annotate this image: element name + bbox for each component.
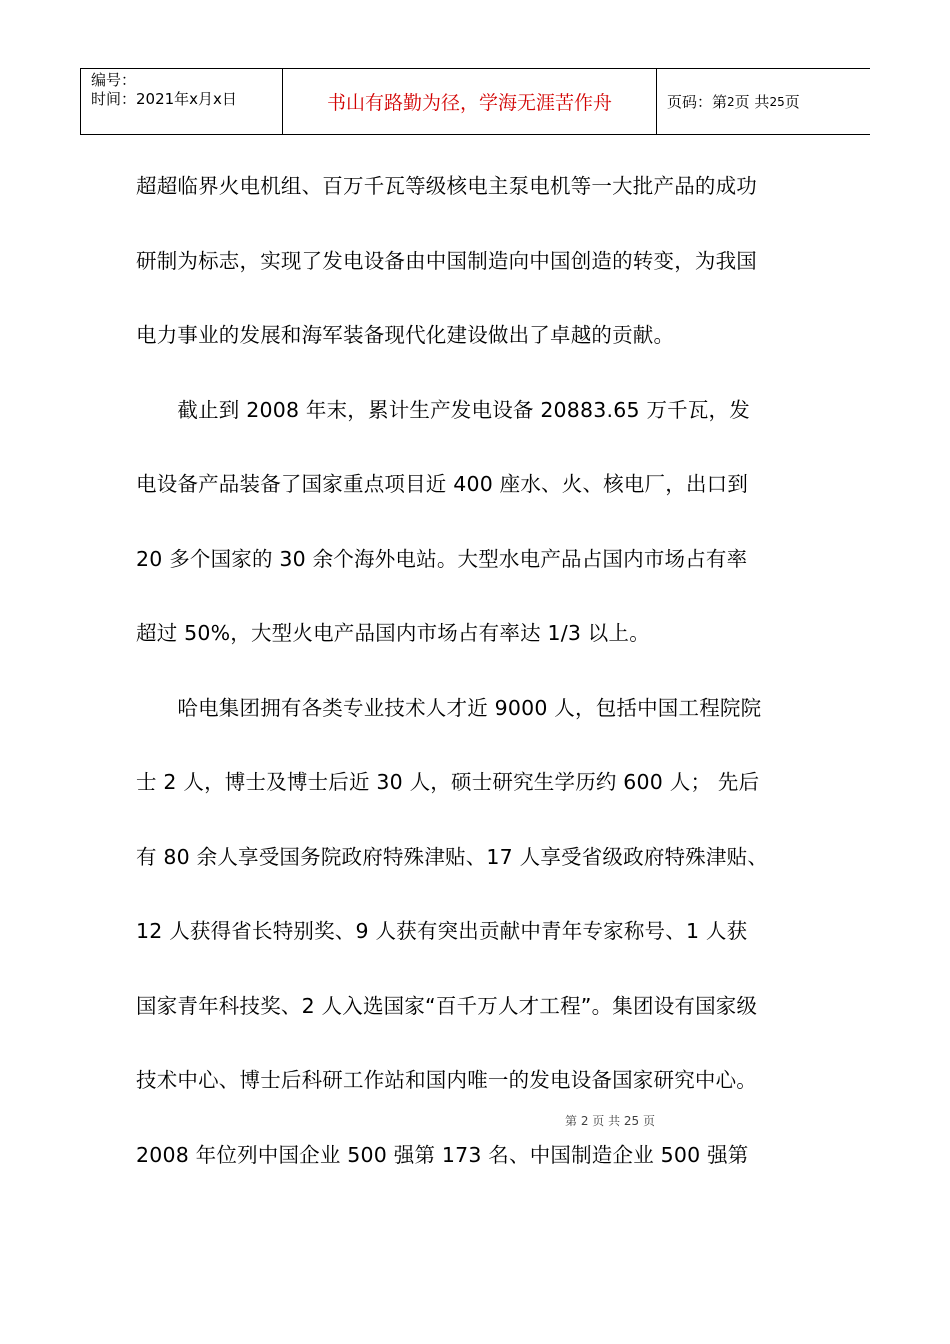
text-line: 2008 年位列中国企业 500 强第 173 名、中国制造企业 500 强第 — [136, 1142, 749, 1167]
document-body — [136, 154, 826, 1197]
text-line: 超超临界火电机组、百万千瓦等级核电主泵电机等一大批产品的成功 — [136, 174, 757, 198]
text-line: 截止到 2008 年末，累计生产发电设备 20883.65 万千瓦，发 — [136, 397, 750, 422]
page-label-suffix: 页 — [784, 93, 800, 111]
header-info-cell — [81, 69, 283, 134]
page-footer-mark: 第 2 页 共 25 页 — [565, 1114, 655, 1128]
text-line: 技术中心、博士后科研工作站和国内唯一的发电设备国家研究中心。 — [136, 1068, 757, 1092]
page-total: 25 — [769, 94, 785, 109]
header-motto-cell — [283, 69, 657, 134]
text-line: 国家青年科技奖、2 人入选国家“百千万人才工程”。集团设有国家级 — [136, 993, 758, 1018]
page-label-prefix: 页码：第 — [667, 93, 728, 111]
text-line: 电力事业的发展和海军装备现代化建设做出了卓越的贡献。 — [136, 323, 675, 347]
page-current: 2 — [727, 94, 735, 109]
page-label-mid: 页 共 — [734, 93, 770, 111]
text-line: 20 多个国家的 30 余个海外电站。大型水电产品占国内市场占有率 — [136, 546, 748, 571]
motto-text: 书山有路勤为径，学海无涯苦作舟 — [326, 92, 612, 114]
document-header — [80, 68, 870, 135]
text-line: 有 80 余人享受国务院政府特殊津贴、17 人享受省级政府特殊津贴、 — [136, 844, 769, 869]
text-line: 士 2 人，博士及博士后近 30 人，硕士研究生学历约 600 人； 先后 — [136, 770, 760, 794]
text-line: 超过 50%，大型火电产品国内市场占有率达 1/3 以上。 — [136, 621, 650, 645]
serial-number-label: 编号： — [91, 71, 137, 89]
date-label: 时间：2021年x月x日 — [91, 90, 237, 108]
text-line: 研制为标志，实现了发电设备由中国制造向中国创造的转变，为我国 — [136, 248, 757, 273]
text-line: 12 人获得省长特别奖、9 人获有突出贡献中青年专家称号、1 人获 — [136, 919, 748, 943]
text-line: 哈电集团拥有各类专业技术人才近 9000 人，包括中国工程院院 — [136, 695, 762, 720]
text-line: 电设备产品装备了国家重点项目近 400 座水、火、核电厂，出口到 — [136, 472, 749, 496]
header-page-cell — [657, 69, 870, 134]
